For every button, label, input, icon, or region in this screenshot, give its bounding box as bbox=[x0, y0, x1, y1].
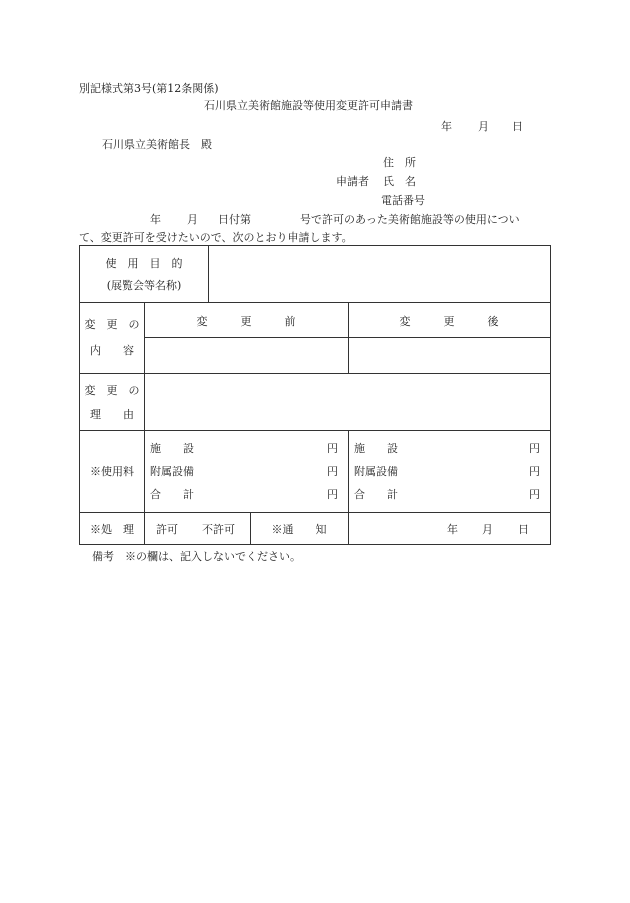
phone-label: 電話番号 bbox=[381, 194, 425, 207]
permit-option[interactable]: 許可 bbox=[156, 523, 178, 536]
column-divider bbox=[144, 302, 145, 544]
fee-before-facility-unit: 円 bbox=[327, 442, 338, 455]
purpose-field[interactable] bbox=[210, 248, 548, 300]
remarks-note: 備考 ※の欄は、記入しないでください。 bbox=[92, 550, 301, 563]
fee-before-facility-label: 施 設 bbox=[150, 442, 194, 455]
change-reason-label: 変 更 の bbox=[84, 384, 140, 397]
application-table bbox=[79, 245, 551, 545]
after-change-field[interactable] bbox=[350, 339, 548, 371]
row-divider bbox=[80, 302, 550, 303]
statement-line2: て、変更許可を受けたいので、次のとおり申請します。 bbox=[79, 231, 353, 244]
fee-after-equipment-unit: 円 bbox=[529, 465, 540, 478]
notice-label: ※通 知 bbox=[271, 523, 327, 536]
change-content-label: 変 更 の bbox=[84, 318, 140, 331]
column-divider bbox=[348, 430, 349, 544]
fee-label: ※使用料 bbox=[90, 465, 134, 478]
date-month-label: 月 bbox=[478, 120, 489, 133]
fee-after-total-unit: 円 bbox=[529, 488, 540, 501]
not-permit-option[interactable]: 不許可 bbox=[202, 523, 235, 536]
before-change-field[interactable] bbox=[146, 339, 346, 371]
document-title: 石川県立美術館施設等使用変更許可申請書 bbox=[204, 99, 413, 112]
change-content-label-2: 内 容 bbox=[90, 344, 134, 357]
date-day-label: 日 bbox=[512, 120, 523, 133]
address-label: 住 所 bbox=[383, 156, 416, 169]
statement-year: 年 bbox=[150, 213, 161, 226]
row-divider bbox=[80, 430, 550, 431]
row-divider bbox=[80, 373, 550, 374]
statement-line1-rest: 号で許可のあった美術館施設等の使用につい bbox=[300, 213, 520, 226]
notice-month-label: 月 bbox=[482, 523, 493, 536]
fee-after-facility-label: 施 設 bbox=[354, 442, 398, 455]
fee-after-equipment-label: 附属設備 bbox=[354, 465, 398, 478]
column-divider bbox=[348, 302, 349, 374]
after-change-header: 変 更 後 bbox=[399, 315, 499, 328]
column-divider bbox=[208, 246, 209, 302]
notice-year-label: 年 bbox=[447, 523, 458, 536]
fee-before-total-unit: 円 bbox=[327, 488, 338, 501]
fee-before-equipment-label: 附属設備 bbox=[150, 465, 194, 478]
date-year-label: 年 bbox=[441, 120, 452, 133]
change-reason-field[interactable] bbox=[146, 375, 548, 428]
notice-day-label: 日 bbox=[518, 523, 529, 536]
statement-month: 月 bbox=[187, 213, 198, 226]
fee-after-total-label: 合 計 bbox=[354, 488, 398, 501]
row-divider bbox=[80, 512, 550, 513]
event-name-label: (展覧会等名称) bbox=[106, 279, 182, 292]
processing-label: ※処 理 bbox=[90, 523, 134, 536]
fee-before-equipment-unit: 円 bbox=[327, 465, 338, 478]
form-number: 別記様式第3号(第12条関係) bbox=[79, 82, 219, 95]
change-reason-label-2: 理 由 bbox=[90, 408, 134, 421]
addressee: 石川県立美術館長 殿 bbox=[102, 138, 212, 151]
fee-after-facility-unit: 円 bbox=[529, 442, 540, 455]
statement-date-prefix: 日付第 bbox=[218, 213, 251, 226]
applicant-role-label: 申請者 bbox=[336, 175, 369, 188]
name-label: 氏 名 bbox=[383, 175, 416, 188]
fee-before-total-label: 合 計 bbox=[150, 488, 194, 501]
row-divider bbox=[144, 337, 550, 338]
purpose-label: 使 用 目 的 bbox=[105, 257, 183, 270]
before-change-header: 変 更 前 bbox=[196, 315, 296, 328]
